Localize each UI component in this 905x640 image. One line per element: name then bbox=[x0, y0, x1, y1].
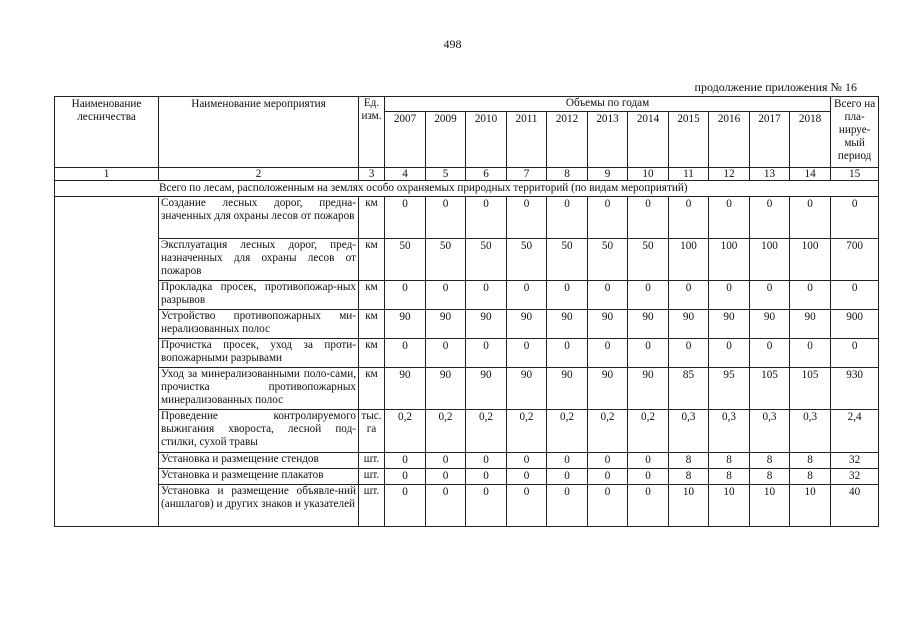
measure-name: Прокладка просек, противопожар-ных разрывов bbox=[159, 281, 359, 310]
value-cell: 0 bbox=[426, 453, 466, 469]
value-cell: 50 bbox=[588, 239, 628, 281]
value-cell: 0 bbox=[628, 469, 669, 485]
value-cell: 8 bbox=[709, 453, 750, 469]
value-cell: 50 bbox=[547, 239, 588, 281]
table-row bbox=[55, 368, 879, 410]
total-cell: 32 bbox=[831, 453, 879, 469]
column-number: 8 bbox=[547, 168, 588, 181]
table-row bbox=[55, 410, 879, 453]
table-row bbox=[55, 310, 879, 339]
table-row bbox=[55, 281, 879, 310]
table-row bbox=[55, 485, 879, 527]
value-cell: 90 bbox=[385, 368, 426, 410]
measure-name: Прочистка просек, уход за проти-вопожарными разрывами bbox=[159, 339, 359, 368]
value-cell: 0 bbox=[507, 197, 547, 239]
value-cell: 0 bbox=[426, 339, 466, 368]
total-cell: 40 bbox=[831, 485, 879, 527]
value-cell: 0 bbox=[466, 453, 507, 469]
unit-cell: км bbox=[359, 368, 385, 410]
unit-cell: км bbox=[359, 310, 385, 339]
value-cell: 90 bbox=[669, 310, 709, 339]
value-cell: 0 bbox=[709, 339, 750, 368]
value-cell: 0 bbox=[750, 281, 790, 310]
value-cell: 8 bbox=[669, 469, 709, 485]
total-cell: 900 bbox=[831, 310, 879, 339]
value-cell: 0 bbox=[466, 197, 507, 239]
value-cell: 0 bbox=[628, 281, 669, 310]
unit-cell: шт. bbox=[359, 485, 385, 527]
value-cell: 85 bbox=[669, 368, 709, 410]
value-cell: 0 bbox=[385, 453, 426, 469]
value-cell: 0 bbox=[588, 453, 628, 469]
value-cell: 0,3 bbox=[709, 410, 750, 453]
measure-name: Установка и размещение объявле-ний (аншлагов) и других знаков и указателей bbox=[159, 485, 359, 527]
year-header: 2015 bbox=[669, 112, 709, 168]
value-cell: 0 bbox=[466, 469, 507, 485]
unit-cell: км bbox=[359, 197, 385, 239]
unit-cell: км bbox=[359, 281, 385, 310]
table-row bbox=[55, 339, 879, 368]
unit-cell: шт. bbox=[359, 469, 385, 485]
value-cell: 100 bbox=[750, 239, 790, 281]
measure-name: Создание лесных дорог, предна-значенных для охраны лесов от пожаров bbox=[159, 197, 359, 239]
value-cell: 0,2 bbox=[507, 410, 547, 453]
value-cell: 8 bbox=[790, 453, 831, 469]
value-cell: 0,2 bbox=[426, 410, 466, 453]
value-cell: 10 bbox=[669, 485, 709, 527]
value-cell: 0 bbox=[385, 339, 426, 368]
value-cell: 0,2 bbox=[628, 410, 669, 453]
value-cell: 0 bbox=[466, 281, 507, 310]
value-cell: 90 bbox=[466, 368, 507, 410]
unit-cell: км bbox=[359, 239, 385, 281]
value-cell: 8 bbox=[709, 469, 750, 485]
value-cell: 0,2 bbox=[385, 410, 426, 453]
header-measure: Наименование мероприятия bbox=[159, 97, 359, 168]
value-cell: 90 bbox=[628, 310, 669, 339]
value-cell: 8 bbox=[790, 469, 831, 485]
table-row bbox=[55, 197, 879, 239]
value-cell: 105 bbox=[750, 368, 790, 410]
value-cell: 100 bbox=[669, 239, 709, 281]
value-cell: 100 bbox=[709, 239, 750, 281]
year-header: 2013 bbox=[588, 112, 628, 168]
value-cell: 0 bbox=[385, 469, 426, 485]
column-number: 13 bbox=[750, 168, 790, 181]
value-cell: 90 bbox=[588, 310, 628, 339]
measure-name: Устройство противопожарных ми-нерализованных полос bbox=[159, 310, 359, 339]
value-cell: 90 bbox=[790, 310, 831, 339]
value-cell: 90 bbox=[547, 310, 588, 339]
column-number: 4 bbox=[385, 168, 426, 181]
table-row bbox=[55, 469, 879, 485]
total-cell: 930 bbox=[831, 368, 879, 410]
value-cell: 0,3 bbox=[790, 410, 831, 453]
value-cell: 0,2 bbox=[466, 410, 507, 453]
value-cell: 8 bbox=[750, 453, 790, 469]
value-cell: 0 bbox=[709, 281, 750, 310]
appendix-note: продолжение приложения № 16 bbox=[694, 80, 857, 94]
value-cell: 0 bbox=[547, 197, 588, 239]
value-cell: 0 bbox=[385, 281, 426, 310]
unit-cell: шт. bbox=[359, 453, 385, 469]
value-cell: 100 bbox=[790, 239, 831, 281]
year-header: 2014 bbox=[628, 112, 669, 168]
column-number: 2 bbox=[159, 168, 359, 181]
value-cell: 0 bbox=[547, 469, 588, 485]
column-number: 6 bbox=[466, 168, 507, 181]
value-cell: 0 bbox=[588, 281, 628, 310]
value-cell: 0 bbox=[709, 197, 750, 239]
value-cell: 95 bbox=[709, 368, 750, 410]
value-cell: 90 bbox=[385, 310, 426, 339]
value-cell: 50 bbox=[426, 239, 466, 281]
value-cell: 90 bbox=[507, 310, 547, 339]
header-total: Всего на пла-нируе-мый период bbox=[831, 97, 879, 168]
total-cell: 0 bbox=[831, 197, 879, 239]
value-cell: 10 bbox=[790, 485, 831, 527]
column-number: 10 bbox=[628, 168, 669, 181]
year-header: 2007 bbox=[385, 112, 426, 168]
value-cell: 0,3 bbox=[750, 410, 790, 453]
forest-measures-table bbox=[54, 96, 879, 527]
section-title: Всего по лесам, расположенным на землях особо охраняемых природных территорий (по видам мероприятий) bbox=[55, 181, 879, 197]
value-cell: 0 bbox=[507, 339, 547, 368]
year-header: 2012 bbox=[547, 112, 588, 168]
value-cell: 90 bbox=[426, 310, 466, 339]
value-cell: 10 bbox=[709, 485, 750, 527]
value-cell: 90 bbox=[507, 368, 547, 410]
value-cell: 50 bbox=[507, 239, 547, 281]
value-cell: 0 bbox=[507, 281, 547, 310]
year-header: 2018 bbox=[790, 112, 831, 168]
unit-cell: тыс. га bbox=[359, 410, 385, 453]
year-header: 2017 bbox=[750, 112, 790, 168]
value-cell: 0 bbox=[547, 339, 588, 368]
total-cell: 700 bbox=[831, 239, 879, 281]
column-number: 9 bbox=[588, 168, 628, 181]
column-number: 11 bbox=[669, 168, 709, 181]
value-cell: 0 bbox=[588, 469, 628, 485]
column-number: 15 bbox=[831, 168, 879, 181]
value-cell: 0 bbox=[628, 453, 669, 469]
value-cell: 0 bbox=[669, 197, 709, 239]
year-header: 2009 bbox=[426, 112, 466, 168]
measure-name: Уход за минерализованными поло-сами, прочистка противопожарных минерализованных полос bbox=[159, 368, 359, 410]
page-number: 498 bbox=[443, 37, 462, 51]
value-cell: 50 bbox=[628, 239, 669, 281]
value-cell: 0 bbox=[547, 485, 588, 527]
header-forestry: Наименование лесничества bbox=[55, 97, 159, 168]
value-cell: 0 bbox=[426, 485, 466, 527]
value-cell: 0,3 bbox=[669, 410, 709, 453]
value-cell: 0 bbox=[507, 469, 547, 485]
value-cell: 0 bbox=[628, 339, 669, 368]
value-cell: 0 bbox=[750, 339, 790, 368]
value-cell: 0 bbox=[588, 485, 628, 527]
value-cell: 0 bbox=[588, 339, 628, 368]
value-cell: 0 bbox=[588, 197, 628, 239]
value-cell: 0 bbox=[669, 281, 709, 310]
value-cell: 0,2 bbox=[588, 410, 628, 453]
value-cell: 0 bbox=[385, 485, 426, 527]
value-cell: 10 bbox=[750, 485, 790, 527]
value-cell: 8 bbox=[750, 469, 790, 485]
value-cell: 50 bbox=[466, 239, 507, 281]
total-cell: 2,4 bbox=[831, 410, 879, 453]
forestry-cell bbox=[55, 197, 159, 527]
measure-name: Установка и размещение плакатов bbox=[159, 469, 359, 485]
year-header: 2016 bbox=[709, 112, 750, 168]
value-cell: 90 bbox=[588, 368, 628, 410]
value-cell: 90 bbox=[426, 368, 466, 410]
value-cell: 90 bbox=[547, 368, 588, 410]
value-cell: 0 bbox=[628, 485, 669, 527]
header-unit: Ед. изм. bbox=[359, 97, 385, 168]
value-cell: 0 bbox=[385, 197, 426, 239]
value-cell: 0,2 bbox=[547, 410, 588, 453]
value-cell: 90 bbox=[709, 310, 750, 339]
header-volumes: Объемы по годам bbox=[385, 97, 831, 112]
measure-name: Проведение контролируемого выжигания хвороста, лесной под-стилки, сухой травы bbox=[159, 410, 359, 453]
value-cell: 0 bbox=[669, 339, 709, 368]
table-row bbox=[55, 239, 879, 281]
value-cell: 0 bbox=[547, 453, 588, 469]
value-cell: 90 bbox=[750, 310, 790, 339]
value-cell: 90 bbox=[466, 310, 507, 339]
unit-cell: км bbox=[359, 339, 385, 368]
value-cell: 0 bbox=[790, 281, 831, 310]
value-cell: 8 bbox=[669, 453, 709, 469]
total-cell: 0 bbox=[831, 281, 879, 310]
value-cell: 0 bbox=[790, 339, 831, 368]
value-cell: 0 bbox=[426, 281, 466, 310]
column-number: 3 bbox=[359, 168, 385, 181]
value-cell: 0 bbox=[507, 453, 547, 469]
year-header: 2010 bbox=[466, 112, 507, 168]
value-cell: 90 bbox=[628, 368, 669, 410]
column-number: 5 bbox=[426, 168, 466, 181]
measure-name: Установка и размещение стендов bbox=[159, 453, 359, 469]
table-row bbox=[55, 453, 879, 469]
value-cell: 0 bbox=[466, 485, 507, 527]
value-cell: 50 bbox=[385, 239, 426, 281]
column-number: 14 bbox=[790, 168, 831, 181]
column-number: 1 bbox=[55, 168, 159, 181]
column-number-row bbox=[55, 168, 879, 181]
measure-name: Эксплуатация лесных дорог, пред-назначенных для охраны лесов от пожаров bbox=[159, 239, 359, 281]
total-cell: 32 bbox=[831, 469, 879, 485]
total-cell: 0 bbox=[831, 339, 879, 368]
value-cell: 105 bbox=[790, 368, 831, 410]
year-header: 2011 bbox=[507, 112, 547, 168]
value-cell: 0 bbox=[628, 197, 669, 239]
value-cell: 0 bbox=[426, 197, 466, 239]
value-cell: 0 bbox=[466, 339, 507, 368]
value-cell: 0 bbox=[507, 485, 547, 527]
value-cell: 0 bbox=[547, 281, 588, 310]
column-number: 12 bbox=[709, 168, 750, 181]
value-cell: 0 bbox=[426, 469, 466, 485]
value-cell: 0 bbox=[790, 197, 831, 239]
value-cell: 0 bbox=[750, 197, 790, 239]
column-number: 7 bbox=[507, 168, 547, 181]
